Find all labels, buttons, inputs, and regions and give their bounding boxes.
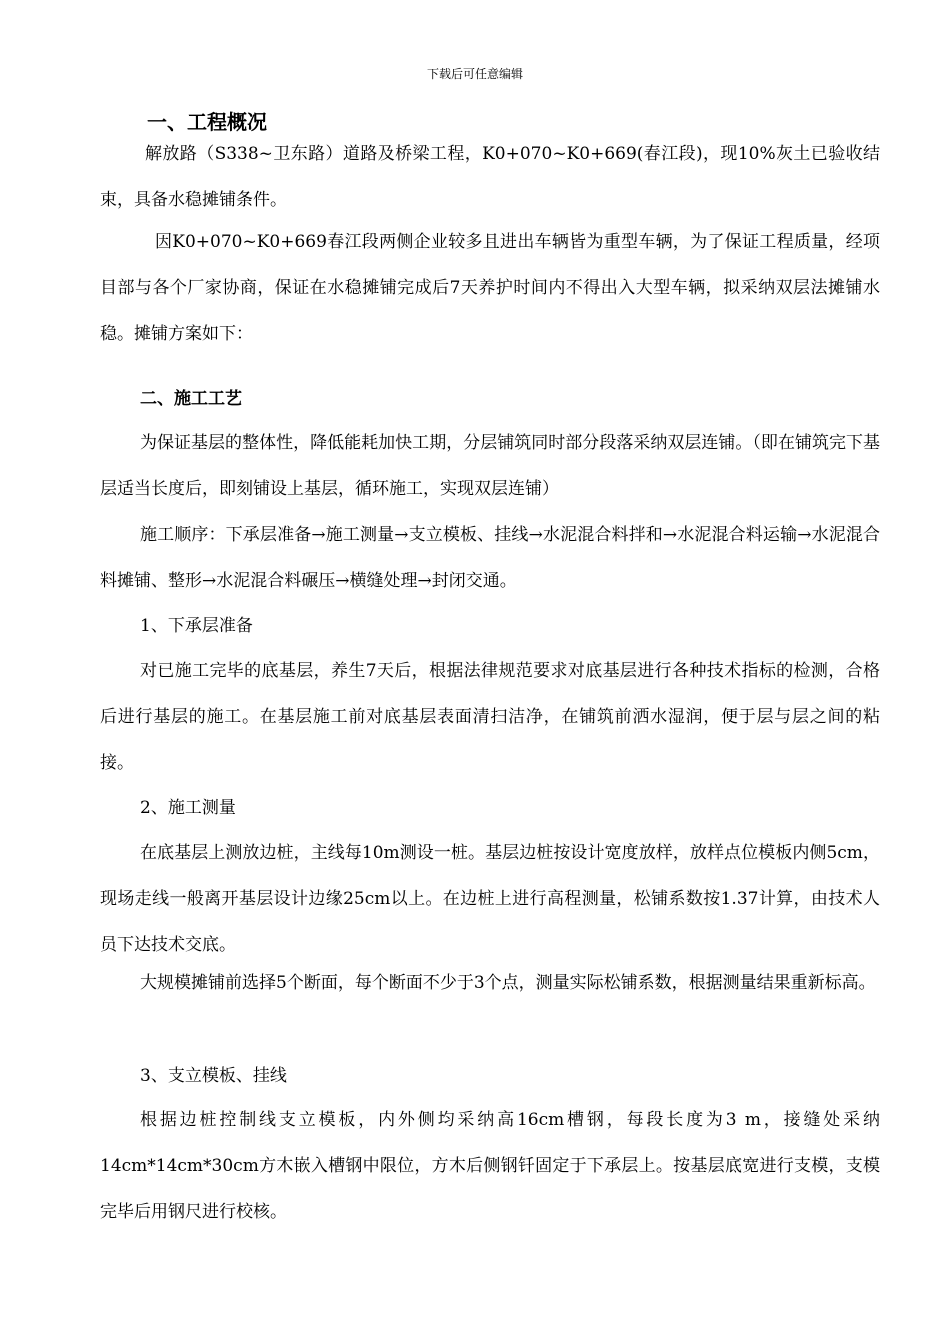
subsection-3-paragraph: 根据边桩控制线支立模板，内外侧均采纳高16cm槽钢，每段长度为3 m，接缝处采纳14cm*14cm*30cm方木嵌入槽钢中限位，方木后侧钢钎固定于下承层上。按基层底宽进行支模，支模完毕后用钢尺进行校核。: [100, 1110, 880, 1222]
subsection-1-paragraph: 对已施工完毕的底基层，养生7天后，根据法律规范要求对底基层进行各种技术指标的检测，合格后进行基层的施工。在基层施工前对底基层表面清扫洁净，在铺筑前洒水湿润，便于层与层之间的粘接。: [100, 661, 880, 773]
section1-title: 一、工程概况: [147, 110, 267, 134]
subsection-2-paragraph-2: 大规模摊铺前选择5个断面，每个断面不少于3个点，测量实际松铺系数，根据测量结果重新标高。: [140, 973, 876, 993]
section2-title: 二、施工工艺: [140, 389, 242, 409]
header-note: 下载后可任意编辑: [426, 67, 523, 81]
section1-paragraph-1: 解放路（S338~卫东路）道路及桥梁工程，K0+070~K0+669(春江段)，现10%灰土已验收结束，具备水稳摊铺条件。: [100, 144, 880, 210]
section2-paragraph-1: 为保证基层的整体性，降低能耗加快工期，分层铺筑同时部分段落采纳双层连铺。（即在铺筑完下基层适当长度后，即刻铺设上基层，循环施工，实现双层连铺）: [100, 433, 880, 499]
subsection-3-title: 3、支立模板、挂线: [140, 1066, 287, 1086]
subsection-1-title: 1、下承层准备: [140, 616, 253, 636]
subsection-2-paragraph-1: 在底基层上测放边桩，主线每10m测设一桩。基层边桩按设计宽度放样，放样点位模板内侧5cm，现场走线一般离开基层设计边缘25cm以上。在边桩上进行高程测量，松铺系数按1.37计算，由技术人员下达技术交底。: [100, 843, 880, 955]
subsection-2-title: 2、施工测量: [140, 798, 236, 818]
section1-paragraph-2: 因K0+070~K0+669春江段两侧企业较多且进出车辆皆为重型车辆，为了保证工程质量，经项目部与各个厂家协商，保证在水稳摊铺完成后7天养护时间内不得出入大型车辆，拟采纳双层法摊铺水稳。摊铺方案如下：: [100, 232, 880, 344]
section2-paragraph-2: 施工顺序：下承层准备→施工测量→支立模板、挂线→水泥混合料拌和→水泥混合料运输→水泥混合料摊铺、整形→水泥混合料碾压→横缝处理→封闭交通。: [100, 525, 880, 591]
